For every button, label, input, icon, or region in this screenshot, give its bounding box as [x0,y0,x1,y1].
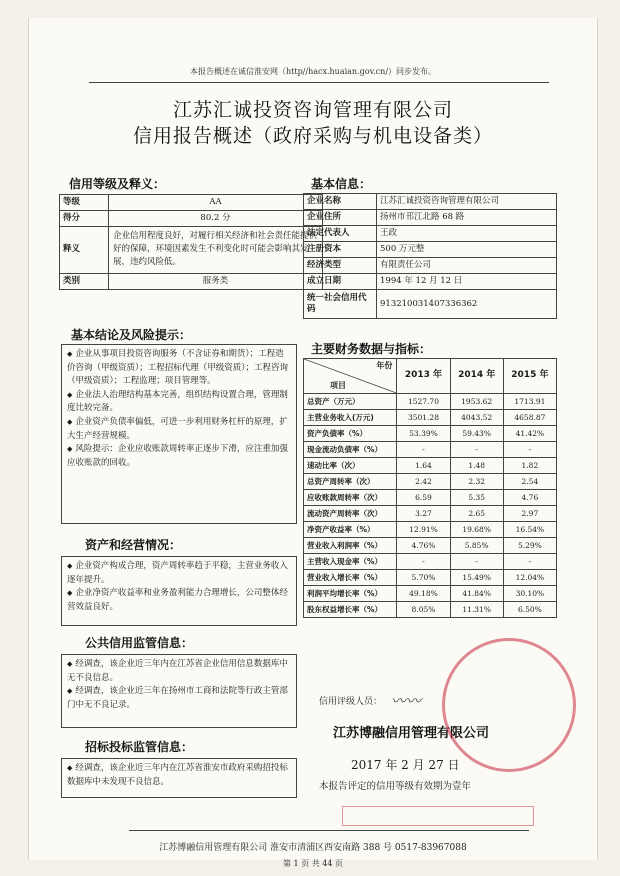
table-row [304,258,557,274]
finance-metric-label: 营业收入利润率（%） [304,538,397,554]
list-item: ◆ 企业从事项目投资咨询服务（不含证券和期货）；工程造价咨询（甲级资质）；工程招标代理（甲级资质）；工程咨询（甲级资质）；工程监理；项目管理等。 [67,349,289,387]
definition-value: 企业信用程度良好，对履行相关经济和社会责任能提供好的保障，环境因素发生不利变化时可能会影响其发展，违约风险低。 [109,227,323,274]
finance-metric-label: 总资产（万元） [304,394,397,410]
finance-heading: 主要财务数据与指标： [311,342,432,356]
finance-value-cell: 1.48 [450,458,503,474]
finance-value-cell: - [450,554,503,570]
table-row [304,426,557,442]
finance-metric-label: 净资产收益率（%） [304,522,397,538]
table-row [304,274,557,290]
finance-metric-label: 应收账款周转率（次） [304,490,397,506]
year-2015-header: 2015 年 [503,359,556,394]
finance-value-cell: 6.59 [397,490,450,506]
list-item: ◆ 企业资产负债率偏低，可进一步利用财务杠杆的原理，扩大生产经营规模。 [67,416,288,441]
bullet-icon: ◆ [67,390,73,399]
finance-metric-label: 流动资产周转率（次） [304,506,397,522]
finance-value-cell: 6.50% [503,602,556,618]
assets-box [61,556,297,626]
address-value: 扬州市邗江北路 68 路 [377,210,557,226]
list-item: ◆ 经调查，该企业近三年内在江苏省淮安市政府采购招投标数据库中未发现不良信息。 [67,763,288,787]
table-row [304,226,557,242]
rated-by-label: 信用评级人员： [319,697,383,707]
finance-value-cell: 11.31% [450,602,503,618]
report-title-subject: 信用报告概述（政府采购与机电设备类） [132,125,493,147]
finance-value-cell: 2.65 [450,506,503,522]
conclusion-heading: 基本结论及风险提示： [71,328,192,342]
issuer-name: 江苏博融信用管理有限公司 [333,726,490,741]
conclusion-box [61,344,297,524]
finance-value-cell: 4658.87 [503,410,556,426]
table-row [304,290,557,319]
finance-value-cell: 1.64 [397,458,450,474]
finance-corner-header [304,359,397,394]
credit-code-value: 913210031407336362 [377,290,557,319]
table-row [304,602,557,618]
finance-value-cell: 30.10% [503,586,556,602]
finance-metric-label: 主营业务收入(万元) [304,410,397,426]
finance-value-cell: 5.85% [450,538,503,554]
legal-rep-value: 王政 [377,226,557,242]
capital-label: 注册资本 [304,242,377,258]
finance-value-cell: 2.42 [397,474,450,490]
founded-label: 成立日期 [304,274,377,290]
founded-value: 1994 年 12 月 12 日 [377,274,557,290]
bullet-icon: ◆ [67,417,73,426]
score-value: 80.2 分 [109,211,323,227]
page-number: 第 1 页 共 44 页 [283,859,343,868]
table-row [304,442,557,458]
capital-value: 500 万元整 [377,242,557,258]
company-name-value: 江苏汇诚投资咨询管理有限公司 [377,194,557,210]
score-label: 得分 [60,211,109,227]
grade-heading: 信用等级及释义： [69,177,166,191]
finance-value-cell: 16.54% [503,522,556,538]
basic-info-table [303,193,557,319]
finance-value-cell: 3.27 [397,506,450,522]
finance-metric-label: 主营收入现金率（%） [304,554,397,570]
finance-value-cell: 1713.91 [503,394,556,410]
bullet-icon: ◆ [67,445,73,454]
address-label: 企业住所 [304,210,377,226]
bullet-icon: ◆ [67,764,73,772]
bidding-box [61,758,297,798]
finance-value-cell: 1.82 [503,458,556,474]
list-item: ◆ 经调查，该企业近三年内在江苏省企业信用信息数据库中无不良信息。 [67,659,288,683]
finance-value-cell: 15.49% [450,570,503,586]
validity-note: 本报告评定的信用等级有效期为壹年 [319,781,472,792]
table-row [304,522,557,538]
header-divider [89,82,549,83]
finance-value-cell: - [450,442,503,458]
finance-value-cell: 53.39% [397,426,450,442]
finance-value-cell: 59.43% [450,426,503,442]
finance-value-cell: 5.35 [450,490,503,506]
finance-value-cell: - [503,554,556,570]
finance-value-cell: - [397,442,450,458]
list-item: ◆ 风险提示：企业应收账款周转率正逐步下滑，应注重加强应收账款的回收。 [67,444,288,468]
table-row [60,273,323,289]
year-2013-header: 2013 年 [397,359,450,394]
table-row [304,242,557,258]
rater-signature: 〰〰 [391,692,422,710]
finance-metric-label: 速动比率（次） [304,458,397,474]
finance-value-cell: 3501.28 [397,410,450,426]
finance-value-cell: 2.32 [450,474,503,490]
finance-value-cell: 4043.52 [450,410,503,426]
report-page [28,18,598,868]
list-item: ◆ 企业资产构成合理，资产周转率趋于平稳，主营业务收入逐年提升。 [67,561,288,585]
economy-type-value: 有限责任公司 [377,258,557,274]
public-credit-box [61,654,297,728]
legal-rep-label: 法定代表人 [304,226,377,242]
finance-value-cell: 19.68% [450,522,503,538]
bullet-icon: ◆ [67,687,73,696]
finance-value-cell: 1527.70 [397,394,450,410]
finance-value-cell: 4.76 [503,490,556,506]
list-item: ◆ 企业法人治理结构基本完善，组织结构设置合理，管理制度比较完备。 [67,389,288,414]
table-row [60,211,323,227]
finance-metric-label: 股东权益增长率（%） [304,602,397,618]
finance-value-cell: 8.05% [397,602,450,618]
category-label: 类别 [60,273,109,289]
basic-info-heading: 基本信息： [311,177,372,191]
public-credit-heading: 公共信用监管信息： [85,636,194,650]
year-header: 年份 [376,361,393,370]
issue-date: 2017 年 2 月 27 日 [351,758,460,772]
finance-value-cell: 4.76% [397,538,450,554]
grade-value: AA [109,195,323,211]
finance-value-cell: 12.04% [503,570,556,586]
table-row [304,538,557,554]
finance-value-cell: 12.91% [397,522,450,538]
bullet-icon: ◆ [67,562,73,570]
definition-label: 释义 [60,227,109,274]
finance-value-cell: - [397,554,450,570]
finance-metric-label: 现金流动负债率（%） [304,442,397,458]
list-item: ◆ 经调查，该企业近三年在扬州市工商和法院等行政主管部门中无不良记录。 [67,686,288,710]
finance-value-cell: 5.29% [503,538,556,554]
finance-table [303,358,557,618]
table-row [60,227,323,274]
table-row [304,506,557,522]
finance-header-row [304,359,557,394]
finance-metric-label: 营业收入增长率（%） [304,570,397,586]
credit-code-label: 统一社会信用代码 [304,290,377,319]
bullet-icon: ◆ [67,350,73,358]
company-seal-icon [442,638,576,772]
grade-label: 等级 [60,195,109,211]
finance-value-cell: - [503,442,556,458]
year-2014-header: 2014 年 [450,359,503,394]
table-row [304,474,557,490]
footer-divider [129,830,529,831]
table-row [304,458,557,474]
bullet-icon: ◆ [67,660,73,668]
finance-metric-label: 总资产周转率（次） [304,474,397,490]
list-item: ◆ 企业净资产收益率和业务盈利能力合理增长，公司整体经营效益良好。 [67,588,288,612]
table-row [304,570,557,586]
table-row [304,410,557,426]
table-row [304,210,557,226]
publication-note: 本报告概述在诚信淮安网（http//hacx.huaian.gov.cn/）同步发布。 [189,67,437,76]
table-row [304,394,557,410]
finance-value-cell: 2.97 [503,506,556,522]
seal-strip-icon [342,806,534,826]
finance-value-cell: 2.54 [503,474,556,490]
bullet-icon: ◆ [67,589,73,598]
report-title-company: 江苏汇诚投资咨询管理有限公司 [172,99,453,121]
table-row [304,194,557,210]
finance-metric-label: 资产负债率（%） [304,426,397,442]
grade-table [59,194,323,290]
table-row [60,195,323,211]
table-row [304,490,557,506]
assets-heading: 资产和经营情况： [85,538,182,552]
company-name-label: 企业名称 [304,194,377,210]
item-header: 项目 [330,381,346,390]
footer-contact: 江苏博融信用管理有限公司 淮安市清浦区西安南路 388 号 0517-83967088 [159,843,467,853]
economy-type-label: 经济类型 [304,258,377,274]
finance-value-cell: 49.18% [397,586,450,602]
finance-value-cell: 41.84% [450,586,503,602]
table-row [304,586,557,602]
finance-value-cell: 1953.62 [450,394,503,410]
category-value: 服务类 [109,273,323,289]
finance-value-cell: 41.42% [503,426,556,442]
finance-value-cell: 5.70% [397,570,450,586]
finance-metric-label: 利润平均增长率（%） [304,586,397,602]
table-row [304,554,557,570]
bidding-heading: 招标投标监管信息： [85,740,194,754]
